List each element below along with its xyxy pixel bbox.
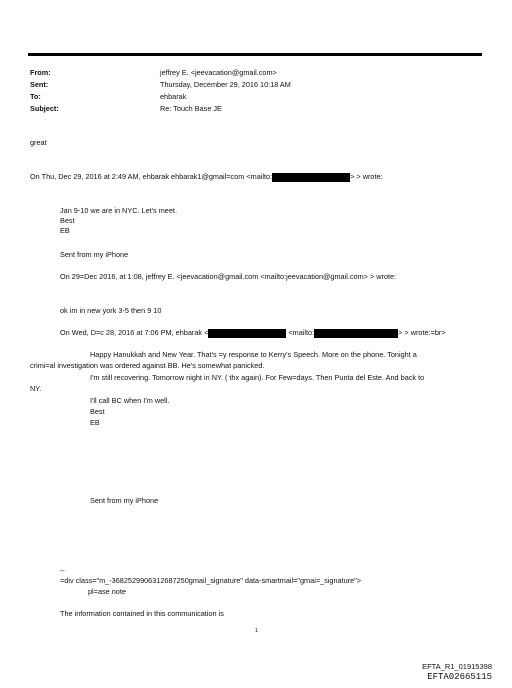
footer-id-1: EFTA_R1_01915398 — [422, 662, 492, 671]
reply-header-thu-text: On Thu, Dec 29, 2016 at 2:49 AM, ehbarak ehbarak1@gmail=com <mailto: — [30, 172, 273, 181]
body-eb-2: EB — [90, 418, 100, 427]
body-call-bc: I'll call BC when I'm well. — [90, 396, 170, 405]
to-value: ehbarak — [160, 92, 187, 101]
footer-id-2: EFTA02665115 — [427, 672, 492, 682]
body-jan: Jan 9-10 we are in NYC. Let's meet. — [60, 206, 177, 215]
reply-header-29: On 29=Dec 2016, at 1:08, jeffrey E. <jeevacation@gmail.com <mailto:jeevacation@gmail.com> > wrote: — [60, 272, 397, 281]
header-rule — [28, 53, 482, 56]
body-recovering: I'm still recovering. Tomorrow night in NY. ( thx again). For Few=days. Then Punta del Este. And back to — [90, 373, 425, 382]
reply-header-wed-mailto: <mailto: — [288, 328, 315, 337]
from-label: From: — [30, 68, 51, 77]
body-ny: NY. — [30, 384, 42, 393]
body-great: great — [30, 138, 47, 147]
subject-label: Subject: — [30, 104, 59, 113]
redaction-box — [208, 329, 286, 338]
redaction-box — [314, 329, 398, 338]
body-sent-iphone-1: Sent from my iPhone — [60, 250, 129, 259]
body-sent-iphone-2: Sent from my iPhone — [90, 496, 159, 505]
page-number: 1 — [255, 628, 259, 634]
to-label: To: — [30, 92, 41, 101]
reply-header-thu — [30, 172, 383, 182]
body-best-2: Best — [90, 407, 105, 416]
subject-value: Re: Touch Base JE — [160, 104, 222, 113]
body-info: The information contained in this communication is — [60, 609, 224, 618]
sent-label: Sent: — [30, 80, 49, 89]
body-happy-1: Happy Hanukkah and New Year. That's =y response to Kerry's Speech. More on the phone. Tonight a — [90, 350, 417, 359]
sent-value: Thursday, December 29, 2016 10:18 AM — [160, 80, 291, 89]
body-happy-2: crimi=al investigation was ordered against BB. He's somewhat panicked. — [30, 361, 265, 370]
body-eb-1: EB — [60, 226, 70, 235]
body-ok-ny: ok im in new york 3-5 then 9 10 — [60, 306, 162, 315]
redaction-box — [272, 173, 350, 182]
body-div-line: =div class="m_-3682529906312687250gmail_signature" data-smartmail="gmai=_signature"> — [60, 576, 362, 585]
reply-header-thu-end: > > wrote: — [350, 172, 383, 181]
reply-header-wed — [60, 328, 446, 338]
body-best-1: Best — [60, 216, 75, 225]
from-value: jeffrey E. <jeevacation@gmail.com> — [160, 68, 277, 77]
body-dashes: -- — [60, 566, 65, 575]
reply-header-wed-text: On Wed, D=c 28, 2016 at 7:06 PM, ehbarak < — [60, 328, 209, 337]
reply-header-wed-end: > > wrote:=br> — [398, 328, 446, 337]
body-please-note: pl=ase note — [88, 587, 126, 596]
